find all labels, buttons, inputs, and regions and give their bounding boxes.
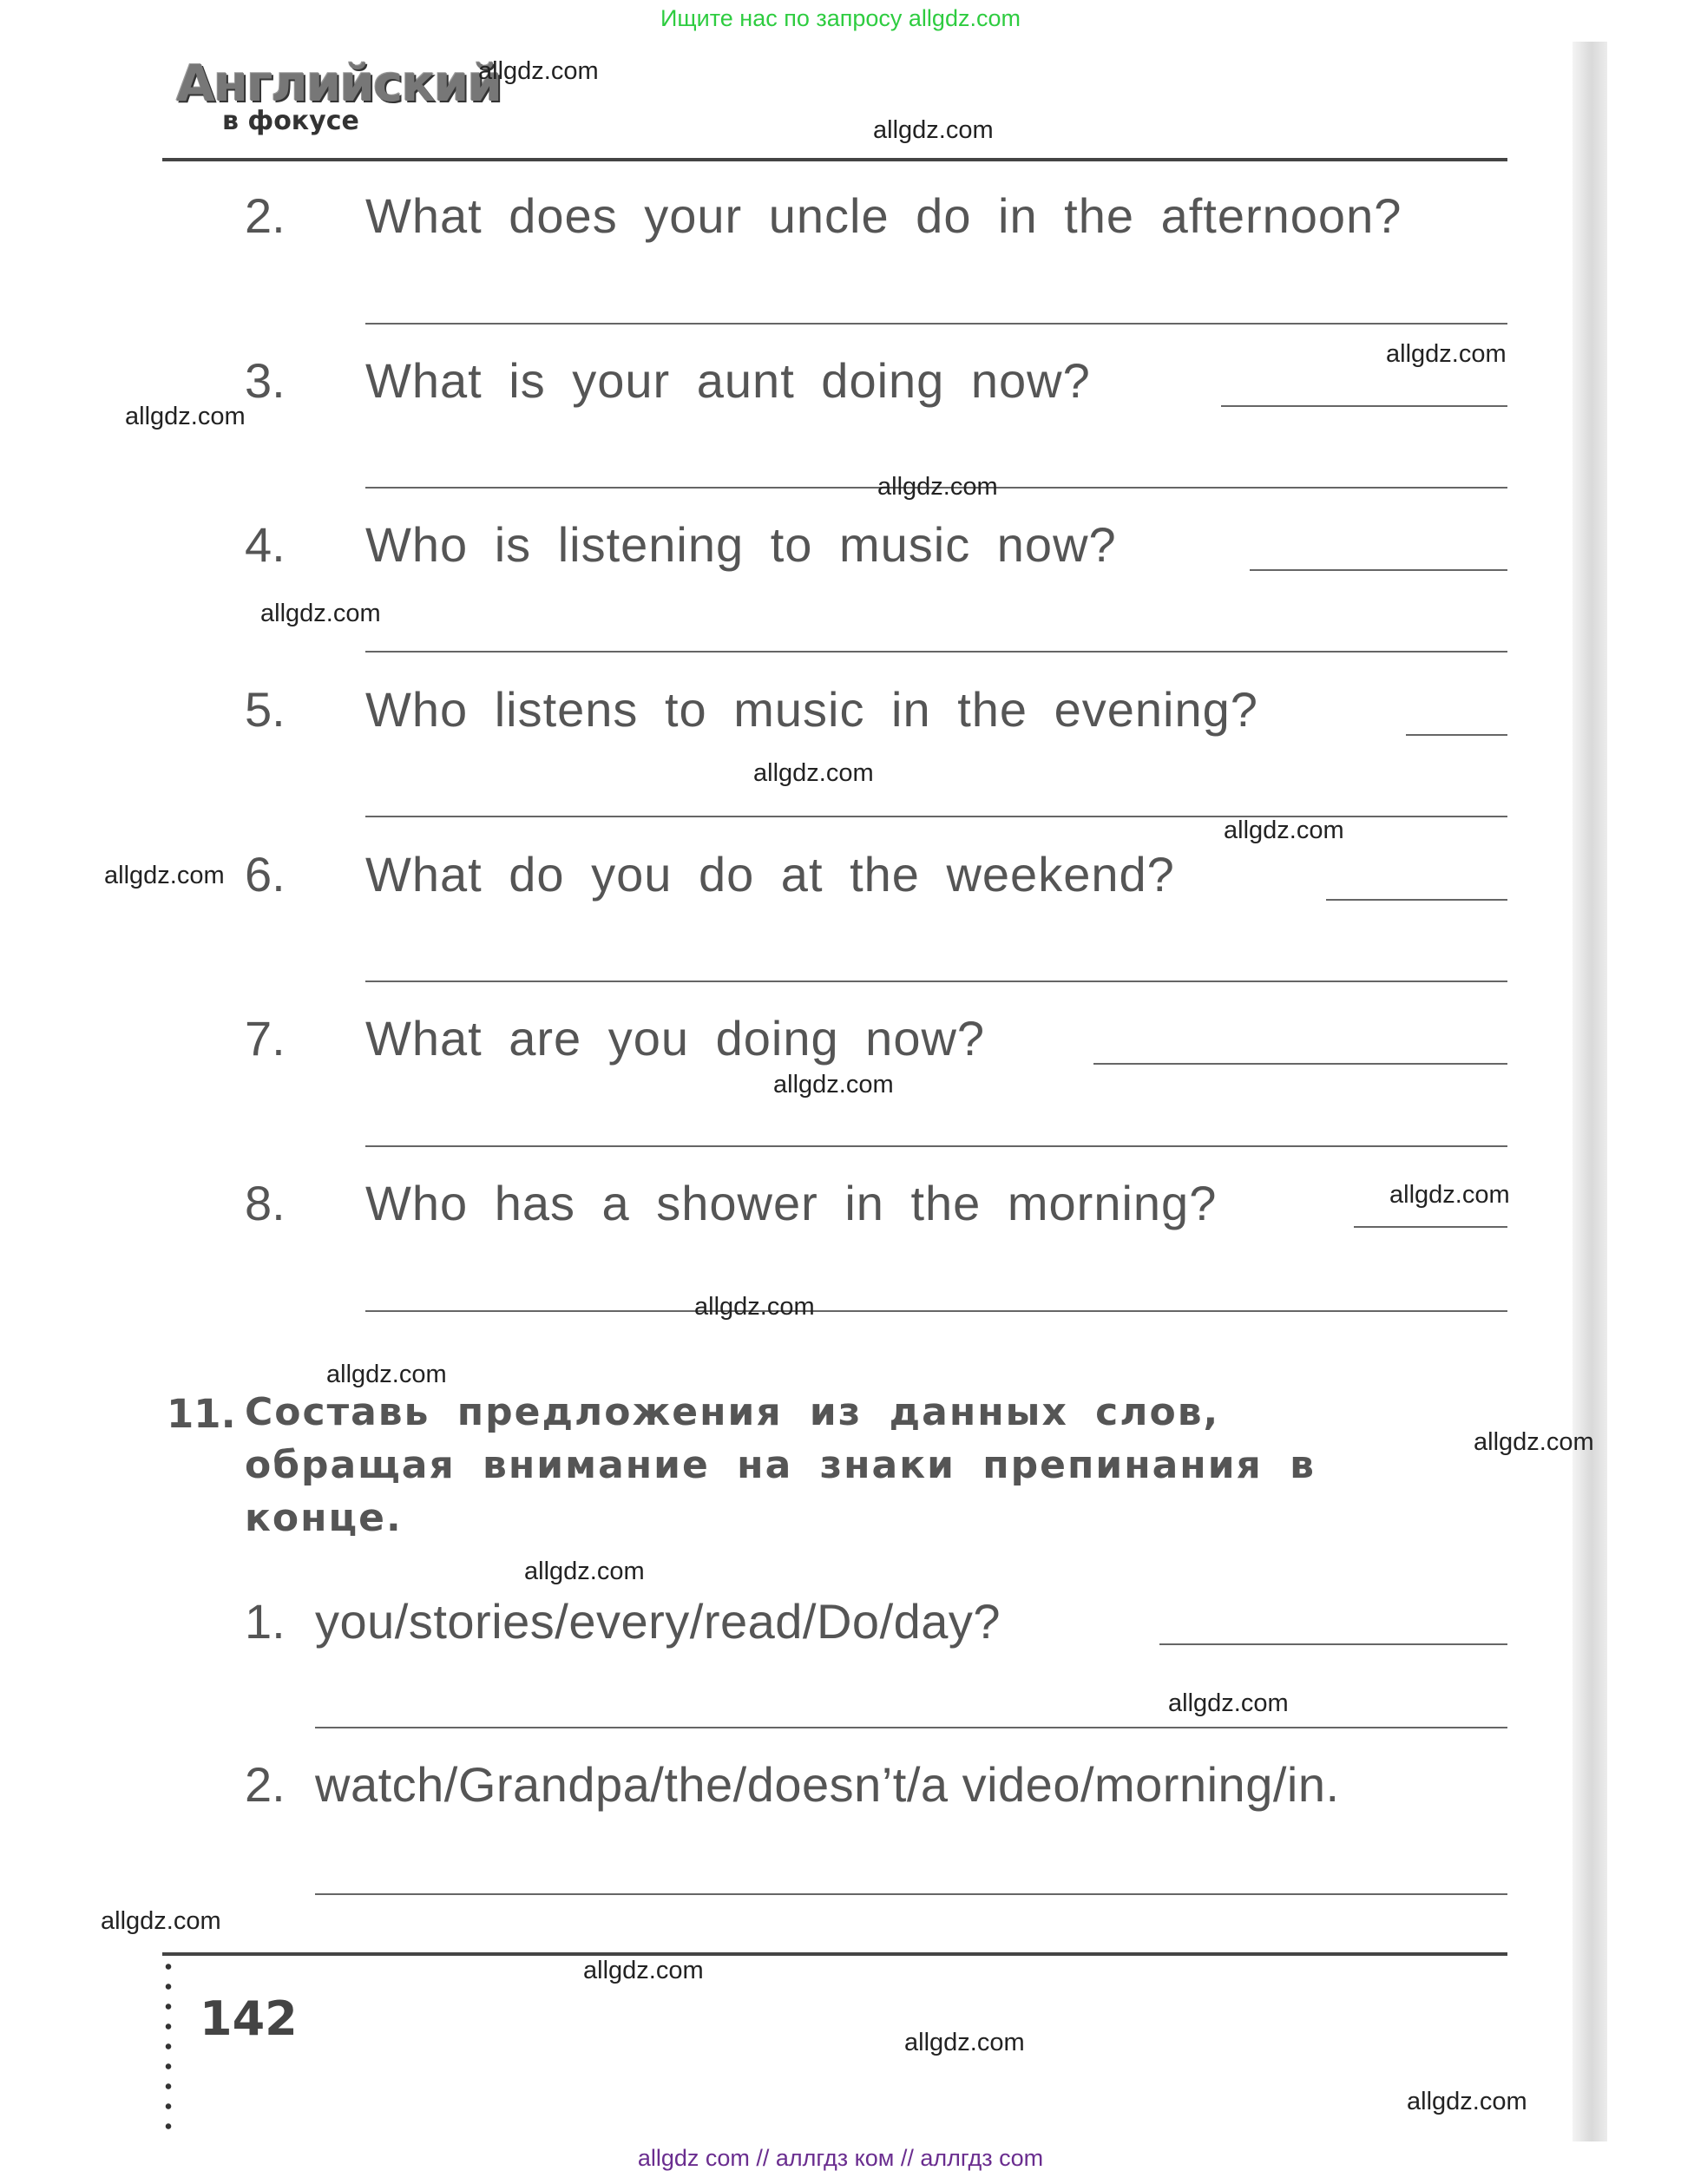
question-number: 2. [245, 188, 286, 243]
watermark: allgdz.com [753, 759, 874, 787]
answer-line[interactable] [365, 1310, 1507, 1312]
task-instruction: Составь предложения из данных слов, обращая внимание на знаки препинания в конце. [245, 1390, 1316, 1540]
watermark: allgdz.com [1224, 817, 1344, 844]
watermark: allgdz.com [773, 1071, 894, 1099]
watermark: allgdz.com [1389, 1181, 1510, 1209]
watermark: allgdz.com [125, 403, 246, 430]
answer-line[interactable] [365, 323, 1507, 325]
question-number: 4. [245, 517, 286, 572]
question-text: What do you do at the weekend? [365, 847, 1175, 902]
watermark: allgdz.com [104, 862, 225, 889]
answer-line[interactable] [365, 651, 1507, 653]
watermark: allgdz.com [524, 1558, 645, 1585]
bottom-banner[interactable]: allgdz com // аллгдз ком // аллгдз com [637, 2145, 1044, 2171]
exercise-number: 2. [245, 1757, 286, 1812]
answer-line[interactable] [1221, 405, 1507, 407]
watermark: allgdz.com [478, 57, 599, 85]
question-text: Who has a shower in the morning? [365, 1176, 1218, 1230]
question-text: What does your uncle do in the afternoon? [365, 188, 1402, 243]
book-logo-title: Английский [176, 54, 502, 113]
exercise-number: 1. [245, 1594, 286, 1649]
answer-line[interactable] [1354, 1226, 1507, 1228]
question-number: 6. [245, 847, 286, 902]
answer-line[interactable] [1093, 1063, 1507, 1065]
question-number: 7. [245, 1011, 286, 1066]
exercise-text: you/stories/every/read/Do/day? [315, 1594, 1001, 1649]
question-text: What are you doing now? [365, 1011, 986, 1066]
answer-line[interactable] [1406, 734, 1507, 736]
watermark: allgdz.com [1168, 1689, 1289, 1717]
top-banner[interactable]: Ищите нас по запросу allgdz.com [660, 5, 1021, 31]
header-rule [162, 158, 1507, 161]
answer-line[interactable] [1250, 569, 1507, 571]
question-number: 8. [245, 1176, 286, 1230]
question-text: Who listens to music in the evening? [365, 682, 1258, 737]
answer-line[interactable] [315, 1893, 1507, 1895]
watermark: allgdz.com [1474, 1428, 1594, 1456]
exercise-text: watch/Grandpa/the/doesn’t/a video/morning/in. [315, 1757, 1340, 1812]
answer-line[interactable] [1159, 1643, 1507, 1645]
page-number: 142 [200, 1991, 298, 2046]
question-text: What is your aunt doing now? [365, 353, 1091, 408]
answer-line[interactable] [1326, 899, 1507, 901]
question-number: 5. [245, 682, 286, 737]
watermark: allgdz.com [873, 116, 994, 144]
page-edge-shadow [1573, 42, 1607, 2141]
watermark: allgdz.com [904, 2029, 1025, 2056]
margin-dots [164, 1957, 173, 2130]
question-text: Who is listening to music now? [365, 517, 1117, 572]
watermark: allgdz.com [1407, 2088, 1527, 2115]
watermark: allgdz.com [101, 1907, 221, 1935]
watermark: allgdz.com [583, 1957, 704, 1984]
watermark: allgdz.com [260, 600, 381, 627]
answer-line[interactable] [315, 1727, 1507, 1728]
answer-line[interactable] [365, 981, 1507, 982]
book-logo-subtitle: в фокусе [222, 106, 359, 136]
answer-line[interactable] [365, 1145, 1507, 1147]
question-number: 3. [245, 353, 286, 408]
watermark: allgdz.com [1386, 340, 1507, 368]
watermark: allgdz.com [877, 473, 998, 501]
watermark: allgdz.com [326, 1361, 447, 1388]
task-number: 11. [167, 1391, 236, 1437]
watermark: allgdz.com [694, 1293, 815, 1321]
footer-rule [162, 1952, 1507, 1956]
